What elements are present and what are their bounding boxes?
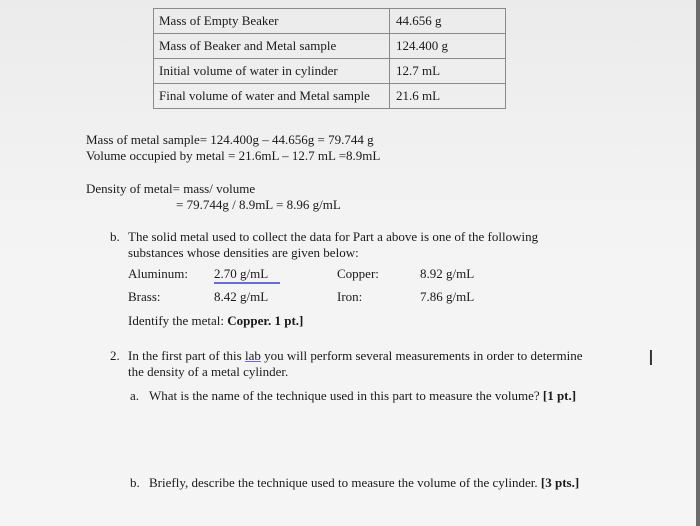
metal-density-brass: 8.42 g/mL — [214, 289, 269, 304]
metal-name-iron: Iron: — [337, 289, 363, 304]
identify-answer: Copper. 1 pt.] — [227, 313, 304, 328]
window-edge — [696, 0, 700, 526]
spellcheck-word: lab — [244, 348, 261, 363]
metal-name-copper: Copper: — [337, 266, 379, 281]
density-formula: Density of metal= mass/ volume — [86, 181, 256, 196]
table-cell-value: 21.6 mL — [390, 84, 506, 109]
question-2b-marker: b. — [130, 475, 140, 490]
table-cell-label: Initial volume of water in cylinder — [154, 59, 390, 84]
question-2b — [149, 475, 579, 491]
question-2-line2: the density of a metal cylinder. — [128, 364, 289, 379]
question-2b-text: Briefly, describe the technique used to measure the volume of the cylinder. — [149, 475, 538, 490]
measurement-table — [153, 8, 506, 109]
question-2a-marker: a. — [130, 388, 140, 403]
table-cell-value: 12.7 mL — [390, 59, 506, 84]
question-2-line1-pre: In the first part of this — [128, 348, 245, 363]
question-2a — [149, 388, 576, 404]
table-row — [154, 9, 506, 34]
volume-calculation: Volume occupied by metal = 21.6mL – 12.7 mL =8.9mL — [86, 148, 381, 163]
question-2a-text: What is the name of the technique used in this part to measure the volume? — [149, 388, 540, 403]
metal-name-brass: Brass: — [128, 289, 161, 304]
table-cell-label: Mass of Beaker and Metal sample — [154, 34, 390, 59]
table-row — [154, 84, 506, 109]
mass-calculation: Mass of metal sample= 124.400g – 44.656g = 79.744 g — [86, 132, 374, 147]
identify-metal-line — [128, 313, 303, 329]
text-cursor-icon: I — [648, 346, 654, 370]
density-result: = 79.744g / 8.9mL = 8.96 g/mL — [176, 197, 341, 212]
question-2-line1-post: you will perform several measurements in order to determine — [260, 348, 583, 363]
question-2a-points: [1 pt.] — [542, 388, 577, 403]
question-2-number: 2. — [110, 348, 120, 363]
part-b-marker: b. — [110, 229, 120, 244]
table-cell-label: Final volume of water and Metal sample — [154, 84, 390, 109]
table-cell-label: Mass of Empty Beaker — [154, 9, 390, 34]
part-b-text-line2: substances whose densities are given below: — [128, 245, 359, 260]
metal-name-aluminum: Aluminum: — [128, 266, 188, 281]
table-row — [154, 34, 506, 59]
metal-density-copper: 8.92 g/mL — [420, 266, 475, 281]
part-b-text-line1: The solid metal used to collect the data for Part a above is one of the following — [128, 229, 539, 244]
identify-prefix: Identify the metal: — [128, 313, 225, 328]
question-2b-points: [3 pts.] — [540, 475, 580, 490]
table-cell-value: 44.656 g — [390, 9, 506, 34]
table-cell-value: 124.400 g — [390, 34, 506, 59]
question-2-line1 — [128, 348, 583, 364]
metal-density-aluminum: 2.70 g/mL — [214, 266, 280, 284]
metal-density-iron: 7.86 g/mL — [420, 289, 475, 304]
table-row — [154, 59, 506, 84]
